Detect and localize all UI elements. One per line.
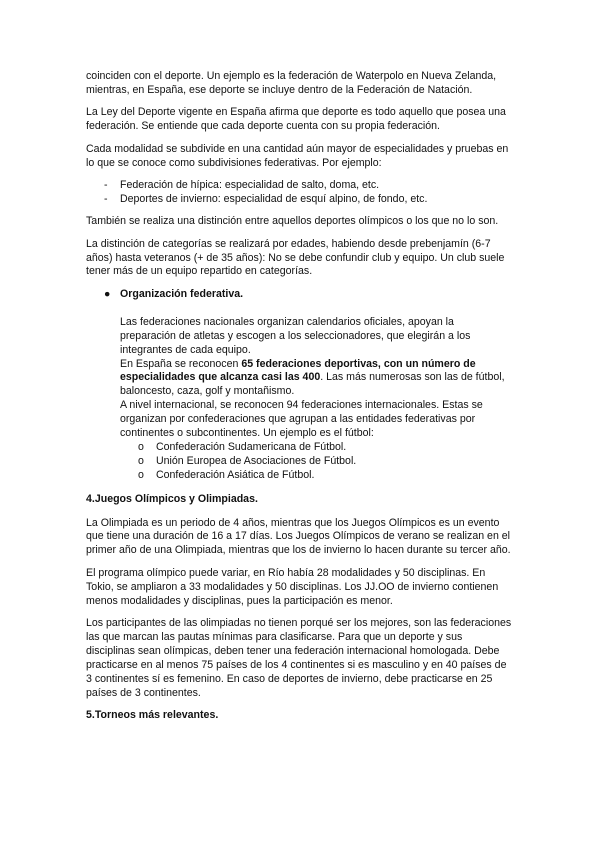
paragraph-olimpicos: También se realiza una distinción entre aquellos deportes olímpicos o los que no lo son. [86, 215, 499, 228]
paragraph-categorias: La distinción de categorías se realizará por edades, habiendo desde prebenjamín (6-7 años) hasta veteranos (+ de 35 años): No se debe confundir club y equipo. Un club suele tener más de un equipo repartido en categorías. [86, 237, 505, 278]
section-4-heading: 4.Juegos Olímpicos y Olimpiadas. [86, 492, 258, 505]
circle-marker: o [138, 468, 144, 481]
paragraph-programa-olimpico: El programa olímpico puede variar, en Río había 28 modalidades y 50 disciplinas. En Tokio, se ampliaron a 33 modalidades y 50 disciplinas. Los JJ.OO de invierno contienen menos modalidades y disciplinas, pues la participación es menor. [86, 566, 499, 607]
paragraph-intro: coinciden con el deporte. Un ejemplo es la federación de Waterpolo en Nueva Zelanda, mientras, en España, ese deporte se incluye dentro de la Federación de Natación. [86, 70, 497, 96]
bullet-icon: ● [104, 287, 111, 300]
text-run: . Las más numerosas son las de fútbol, baloncesto, caza, golf y montañismo. [120, 371, 505, 398]
paragraph-participantes: Los participantes de las olimpiadas no tienen porqué ser los mejores, son las federaciones las que marcan las pautas mínimas para clasificarse. Para que un deporte y sus disciplinas sean olímpicas, deben tener una federación internacional homologada. Debe practicarse en al menos 75 países de los 4 continentes si es masculino y en 40 países de 3 continentes sí es femenino. En caso de deportes de invierno, debe practicarse en 25 países de 3 continentes. [86, 617, 512, 699]
heading-text: Organización federativa. [120, 287, 244, 300]
list-item-text: Confederación Asiática de Fútbol. [156, 468, 315, 481]
circle-marker: o [138, 454, 144, 467]
list-item [86, 193, 512, 207]
text-run: En España se reconocen [120, 357, 242, 370]
list-item-text: Confederación Sudamericana de Fútbol. [156, 440, 347, 453]
list-item [86, 179, 512, 193]
list-item-text: Deportes de invierno: especialidad de esquí alpino, de fondo, etc. [120, 192, 428, 205]
paragraph-internacional: A nivel internacional, se reconocen 94 federaciones internacionales. Estas se organizan por confederaciones que agrupan a las entidades federativas por continentes o subcontinentes. Un ejemplo es el fútbol: [120, 399, 483, 440]
dash-marker: - [104, 192, 108, 205]
document-page [86, 70, 512, 733]
list-item [86, 441, 512, 455]
section-organizacion-heading [86, 288, 512, 302]
paragraph-olimpiada: La Olimpiada es un periodo de 4 años, mientras que los Juegos Olímpicos es un evento que tiene una duración de 16 a 17 días. Los Juegos Olímpicos de verano se realizan en el primer año de una Olimpiada, mientras que los de invierno lo hacen durante su tercer año. [86, 516, 511, 557]
paragraph-ley-deporte: La Ley del Deporte vigente en España afirma que deporte es todo aquello que posea una federación. Se entiende que cada deporte cuenta con su propia federación. [86, 106, 506, 133]
list-item [86, 469, 512, 483]
paragraph-federaciones-nacionales: Las federaciones nacionales organizan calendarios oficiales, apoyan la preparación de atletas y escogen a los seleccionadores, que elegirán a los integrantes de cada equipo. [120, 315, 471, 356]
list-item-text: Unión Europea de Asociaciones de Fútbol. [156, 454, 357, 467]
list-item-text: Federación de hípica: especialidad de salto, doma, etc. [120, 178, 380, 191]
list-item [86, 455, 512, 469]
dash-marker: - [104, 178, 108, 191]
paragraph-federaciones-espana [120, 358, 512, 400]
circle-marker: o [138, 440, 144, 453]
confederation-list [86, 441, 512, 483]
bold-text: 65 federaciones deportivas, con un número de especialidades que alcanza casi las 400 [120, 357, 476, 384]
organizacion-body [86, 316, 512, 441]
paragraph-modalidad: Cada modalidad se subdivide en una cantidad aún mayor de especialidades y pruebas en lo que se conoce como subdivisiones federativas. Por ejemplo: [86, 142, 509, 169]
section-5-heading: 5.Torneos más relevantes. [86, 708, 219, 721]
dash-list [86, 179, 512, 207]
